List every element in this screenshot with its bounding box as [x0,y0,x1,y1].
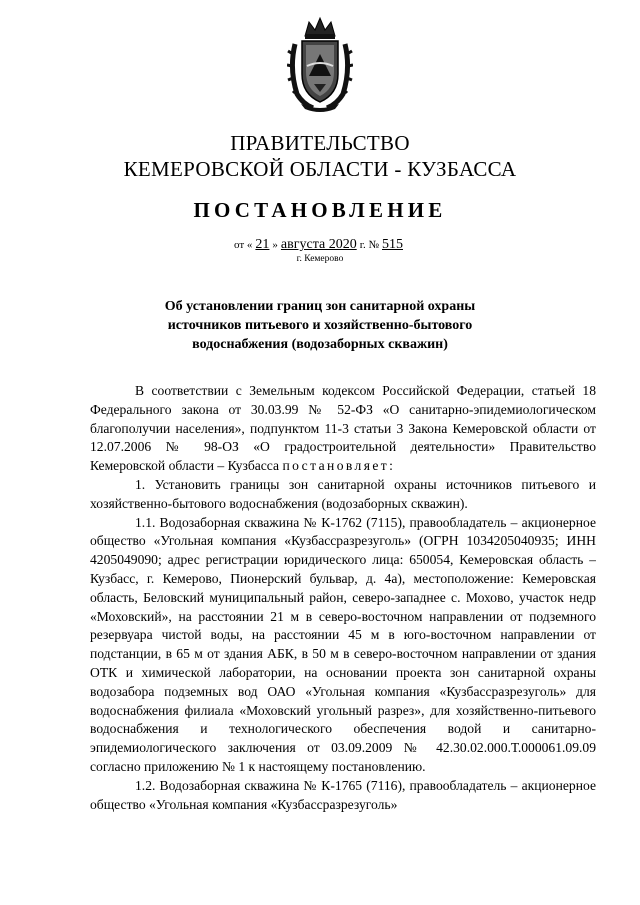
decree-date-line [0,237,640,253]
paragraph-preamble [90,382,596,476]
coat-of-arms-icon [287,14,353,112]
title-line-2: источников питьевого и хозяйственно-бытового [167,318,473,333]
government-name-line-1: ПРАВИТЕЛЬСТВО [230,131,410,155]
date-prefix: от « [234,239,253,251]
decree-city: г. Кемерово [296,254,344,264]
resolves-word: постановляет: [282,458,396,474]
document-body [90,382,596,902]
decree-month-year: августа 2020 [280,237,357,252]
decree-number: 515 [382,237,403,252]
preamble-text: В соответствии с Земельным кодексом Российской Федерации, статьей 18 Федерального закона от 30.03.99 № 52-ФЗ «О санитарно-эпидемиологическом благополучии населения», подпунктом 11-3 статьи 3 Закона Кемеровской области от 12.07.2006 № 98-ОЗ «О градостроительной деятельности» Правительство Кемеровской области – Кузбасса [90,383,596,474]
date-mid: » [272,239,278,251]
title-line-3: водоснабжения (водозаборных скважин) [192,337,448,352]
paragraph-item-1-1: 1.1. Водозаборная скважина № К-1762 (7115), правообладатель – акционерное общество «Угольная компания «Кузбассразрезуголь» (ОГРН 1034205040935; ИНН 4205049090; адрес регистрации юридического лица: 650054, Кемеровская область – Кузбасс, г. Кемерово, Пионерский бульвар, д. 4а), местоположение: Кемеровская область, Беловский муниципальный район, северо-западнее с. Мохово, участок недр «Моховский», на расстоянии 21 м в северо-восточном направлении от подземного резервуара чистой воды, на расстоянии 45 м в юго-восточном направлении от подстанции, в 65 м от здания АБК, в 50 м в северо-восточном направлении от здания ОТК и химической лаборатории, на основании проекта зон санитарной охраны водозабора подземных вод ОАО «Угольная компания «Кузбассразрезуголь» для водоснабжения филиала «Моховский угольный разрез», для хозяйственно-питьевого водоснабжения и технологического обеспечения водой и санитарно-эпидемиологического заключения от 03.09.2009 № 42.30.02.000.Т.000061.09.09 согласно приложению № 1 к настоящему постановлению. [90,514,596,774]
decree-day: 21 [255,237,270,252]
government-name-line-2: КЕМЕРОВСКОЙ ОБЛАСТИ - КУЗБАССА [123,157,517,181]
paragraph-item-1: 1. Установить границы зон санитарной охраны источников питьевого и хозяйственно-бытового водоснабжения (водозаборных скважин). [90,476,596,511]
paragraph-item-1-2: 1.2. Водозаборная скважина № К-1765 (7116), правообладатель – акционерное общество «Угольная компания «Кузбассразрезуголь» [90,777,596,812]
title-line-1: Об установлении границ зон санитарной охраны [164,299,476,314]
document-title [140,297,500,354]
document-type-heading: ПОСТАНОВЛЕНИЕ [193,198,447,222]
year-suffix: г. № [359,239,379,251]
